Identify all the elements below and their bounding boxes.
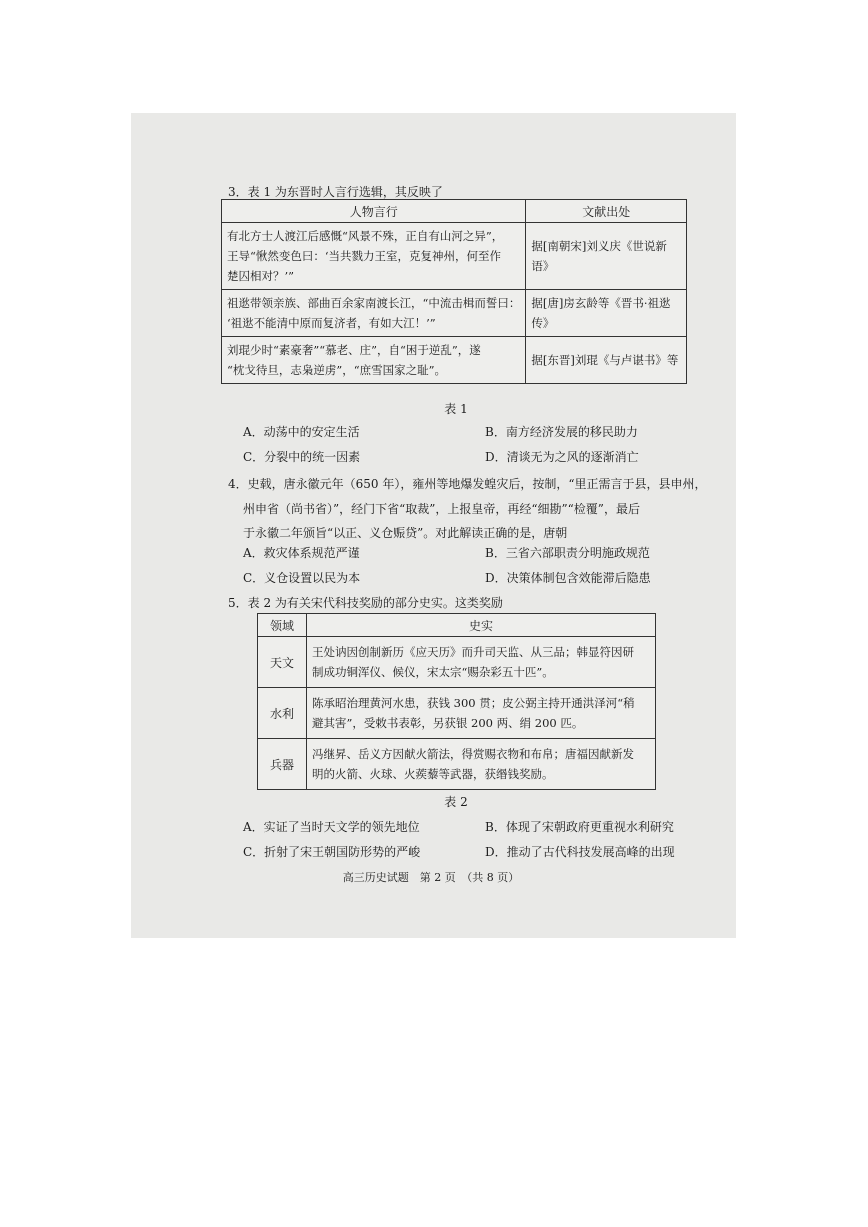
q3-stem: 3．表 1 为东晋时人言行选辑，其反映了 — [228, 185, 443, 199]
table-2 — [257, 613, 656, 790]
q4-option-b[interactable]: B．三省六部职责分明施政规范 — [485, 546, 650, 560]
cell-line: 祖逖带领亲族、部曲百余家南渡长江，“中流击楫而誓曰： — [227, 296, 521, 310]
table-2-cell-field: 天文 — [258, 637, 307, 688]
table-1-header-speech: 人物言行 — [222, 200, 526, 223]
table-1-cell-source — [526, 337, 687, 384]
q4-stem-line: 4．史载，唐永徽元年（650 年），雍州等地爆发蝗灾后，按制，“里正需言于县，县申州， — [228, 477, 707, 491]
table-1-caption: 表 1 — [444, 402, 468, 416]
q4-stem — [228, 472, 707, 546]
cell-line: 楚囚相对？’” — [227, 269, 295, 283]
q3-option-d[interactable]: D．清谈无为之风的逐渐消亡 — [485, 450, 639, 464]
q5-option-d[interactable]: D．推动了古代科技发展高峰的出现 — [485, 845, 675, 859]
table-1-header-source: 文献出处 — [526, 200, 687, 223]
q3-option-c[interactable]: C．分裂中的统一因素 — [243, 450, 361, 464]
q4-stem-line: 州申省（尚书省）”，经门下省“取裁”，上报皇帝，再经“细勘”“检覆”，最后 — [243, 501, 640, 516]
cell-line: 王处讷因创制新历《应天历》而升司天监、从三品；韩显符因研 — [312, 645, 634, 659]
q5-option-a[interactable]: A．实证了当时天文学的领先地位 — [243, 820, 420, 834]
table-2-header-field: 领域 — [258, 614, 307, 637]
table-row — [222, 337, 687, 384]
table-2-cell-field: 水利 — [258, 688, 307, 739]
table-1-cell-speech — [222, 223, 526, 290]
table-row — [258, 637, 656, 688]
q5-stem: 5．表 2 为有关宋代科技奖励的部分史实。这类奖励 — [228, 596, 503, 610]
cell-line: 王导“愀然变色曰：‘当共戮力王室，克复神州，何至作 — [227, 249, 502, 263]
table-1-cell-speech — [222, 337, 526, 384]
q4-stem-line: 于永徽二年颁旨“以正、义仓赈贷”。对此解读正确的是，唐朝 — [243, 526, 568, 540]
cell-line: 避其害”，受敕书表彰，另获银 200 两、绢 200 匹。 — [312, 716, 584, 730]
cell-line: 有北方士人渡江后感慨“风景不殊，正自有山河之异”， — [227, 229, 504, 243]
table-2-cell-fact — [307, 739, 656, 790]
cell-line: 据[唐]房玄龄等《晋书·祖逖 — [531, 296, 671, 310]
table-1 — [221, 199, 687, 384]
cell-line: 冯继昇、岳义方因献火箭法，得赏赐衣物和布帛；唐福因献新发 — [312, 747, 634, 761]
table-row — [258, 739, 656, 790]
cell-line: 语》 — [531, 259, 555, 273]
q3-option-a[interactable]: A．动荡中的安定生活 — [243, 425, 360, 439]
exam-page — [131, 113, 736, 938]
table-row — [222, 290, 687, 337]
q5-option-b[interactable]: B．体现了宋朝政府更重视水利研究 — [485, 820, 674, 834]
q4-option-c[interactable]: C．义仓设置以民为本 — [243, 571, 361, 585]
table-2-header-fact: 史实 — [307, 614, 656, 637]
table-row — [222, 223, 687, 290]
cell-line: 明的火箭、火球、火蒺藜等武器，获缗钱奖励。 — [312, 767, 554, 781]
cell-line: 陈承昭治理黄河水患，获钱 300 贯；皮公弼主持开通洪泽河“稍 — [312, 696, 635, 710]
table-1-cell-speech — [222, 290, 526, 337]
q4-option-a[interactable]: A．救灾体系规范严谨 — [243, 546, 360, 560]
cell-line: 制成功铜浑仪、候仪，宋太宗“赐杂彩五十匹”。 — [312, 665, 554, 679]
cell-line: “枕戈待旦，志枭逆虏”，“庶雪国家之耻”。 — [227, 363, 447, 377]
q3-option-b[interactable]: B．南方经济发展的移民助力 — [485, 425, 638, 439]
page-footer: 高三历史试题 第 2 页 （共 8 页） — [342, 871, 520, 884]
table-2-cell-fact — [307, 688, 656, 739]
q5-option-c[interactable]: C．折射了宋王朝国防形势的严峻 — [243, 845, 421, 859]
table-row — [258, 688, 656, 739]
cell-line: ‘祖逖不能清中原而复济者，有如大江！’” — [227, 316, 436, 330]
cell-line: 据[东晋]刘琨《与卢谌书》等 — [531, 353, 679, 367]
table-1-cell-source — [526, 223, 687, 290]
cell-line: 刘琨少时“素豪奢”“慕老、庄”，自“困于逆乱”，遂 — [227, 343, 481, 357]
q4-option-d[interactable]: D．决策体制包含效能滞后隐患 — [485, 571, 651, 585]
table-1-cell-source — [526, 290, 687, 337]
table-2-caption: 表 2 — [444, 795, 468, 809]
cell-line: 据[南朝宋]刘义庆《世说新 — [531, 239, 667, 253]
cell-line: 传》 — [531, 316, 555, 330]
table-2-cell-fact — [307, 637, 656, 688]
table-2-cell-field: 兵器 — [258, 739, 307, 790]
